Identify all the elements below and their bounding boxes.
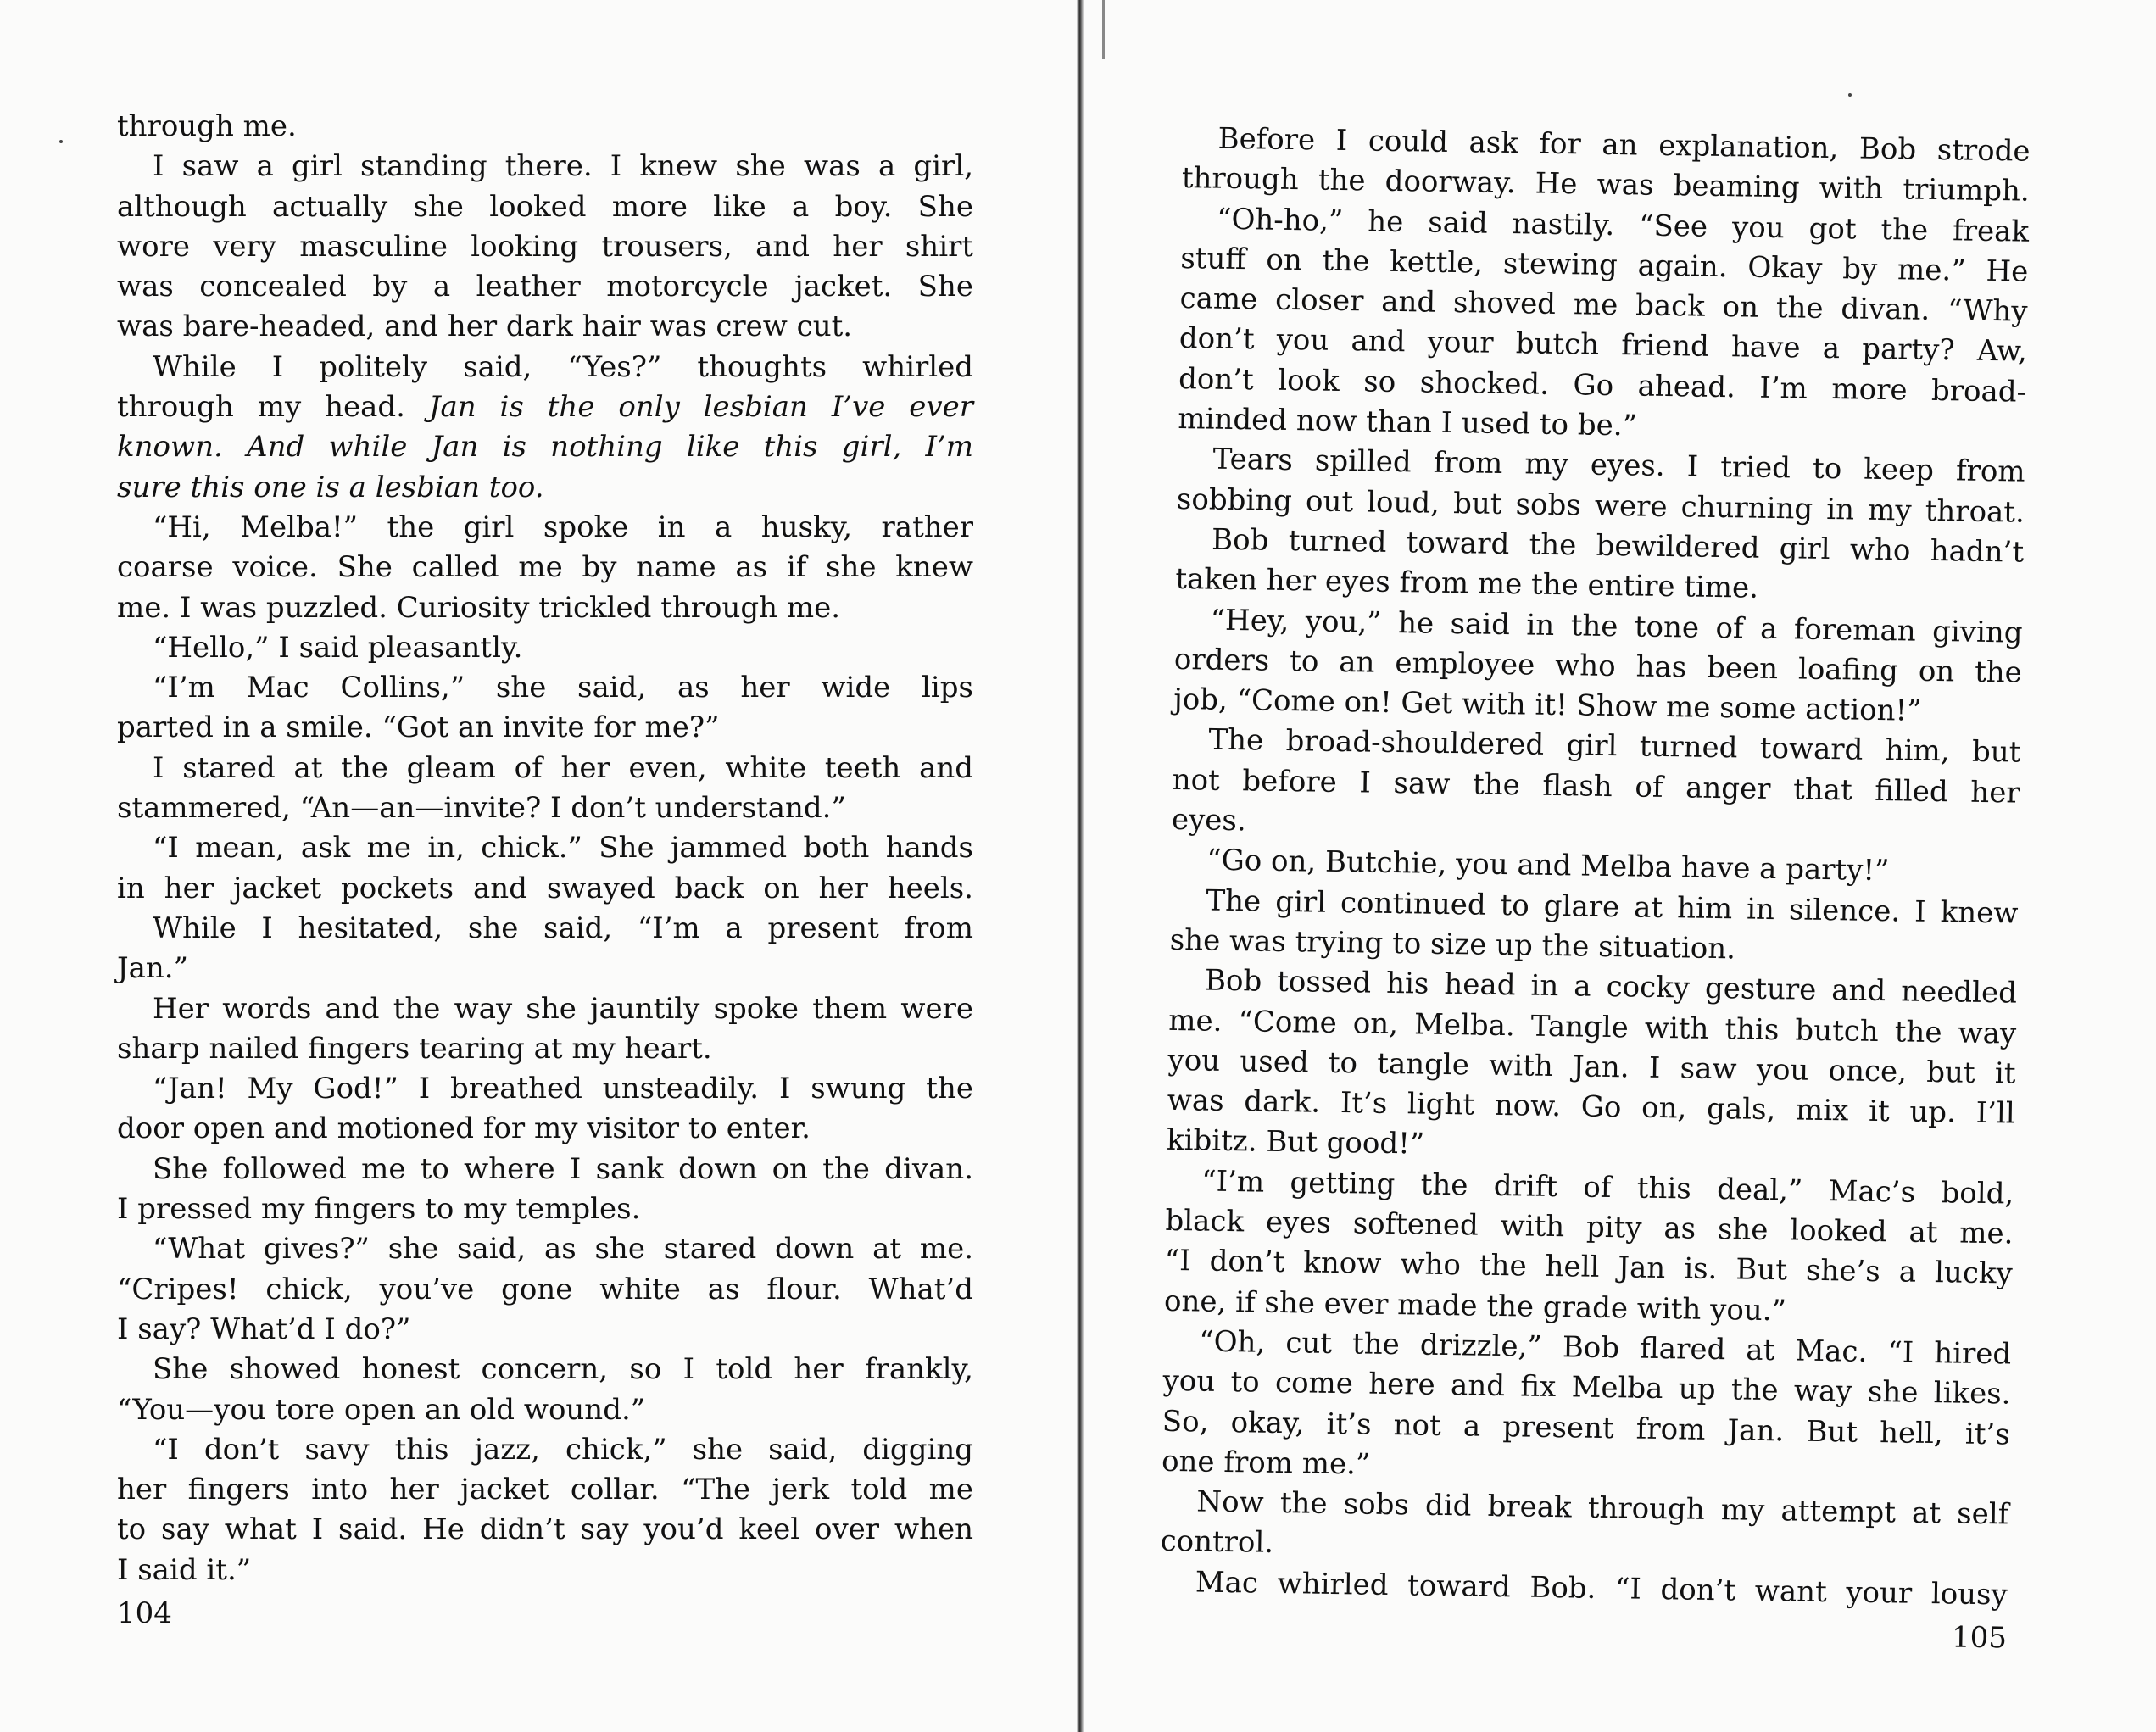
text-line: Tears spilled from my eyes. I tried to keep from	[1212, 442, 2025, 490]
text-line: was concealed by a leather motorcycle jacket. She	[117, 270, 973, 304]
text-line: “I don’t savy this jazz, chick,” she said, digging	[153, 1432, 973, 1467]
text-line: “Hello,” I said pleasantly.	[153, 630, 523, 665]
text-line: She followed me to where I sank down on the divan.	[153, 1151, 973, 1186]
text-line: “Jan! My God!” I breathed unsteadily. I swung the	[153, 1072, 973, 1106]
text-line: you to come here and fix Melba up the way she likes.	[1162, 1364, 2011, 1412]
text-line: “What gives?” she said, as she stared down at me.	[153, 1232, 973, 1267]
text-line: “Oh, cut the drizzle,” Bob flared at Mac. “I hired	[1199, 1324, 2012, 1372]
text-line: don’t look so shocked. Go ahead. I’m more broad-	[1178, 361, 2027, 409]
text-line: “Hey, you,” he said in the tone of a foreman giving	[1210, 603, 2023, 650]
text-line: She showed honest concern, so I told her frankly,	[153, 1352, 973, 1387]
scan-speck	[1848, 93, 1852, 97]
text-line: I pressed my fingers to my temples.	[117, 1192, 641, 1227]
text-line: in her jacket pockets and swayed back on her heels.	[117, 871, 973, 905]
text-line: stuff on the kettle, stewing again. Okay by me.” He	[1180, 241, 2029, 289]
right-page-body	[1160, 119, 2031, 1615]
text-line: “You—you tore open an old wound.”	[117, 1392, 646, 1427]
text-line: stammered, “An—an—invite? I don’t understand.”	[117, 791, 846, 826]
text-line: Her words and the way she jauntily spoke them were	[153, 991, 973, 1026]
text-line: was dark. It’s light now. Go on, gals, mix it up. I’ll	[1167, 1083, 2015, 1131]
text-line: “Oh-ho,” he said nastily. “See you got the freak	[1216, 202, 2030, 249]
text-line: sobbing out loud, but sobs were churning in my throat.	[1176, 482, 2025, 530]
right-page	[1159, 119, 2031, 1658]
text-line: Jan.”	[117, 951, 188, 986]
text-line: me. I was puzzled. Curiosity trickled through me.	[117, 590, 841, 625]
text-line: “I’m Mac Collins,” she said, as her wide lips	[153, 671, 973, 705]
page-number: 105	[1951, 1620, 2008, 1656]
text-line: I say? What’d I do?”	[117, 1312, 411, 1346]
text-line: orders to an employee who has been loafing on the	[1173, 642, 2023, 690]
text-line: While I hesitated, she said, “I’m a present from	[153, 911, 973, 945]
text-line: you used to tangle with Jan. I saw you once, but it	[1167, 1043, 2016, 1091]
text-line: one, if she ever made the grade with you.”	[1163, 1284, 1787, 1328]
text-line: control.	[1160, 1524, 1274, 1561]
page-number: 104	[117, 1596, 172, 1630]
text-line: known. And while Jan is nothing like this girl, I’m	[117, 430, 973, 465]
text-line: door open and motioned for my visitor to enter.	[117, 1111, 811, 1146]
book-gutter	[1077, 0, 1084, 1732]
text-line: not before I saw the flash of anger that filled her	[1172, 762, 2020, 810]
text-line: Before I could ask for an explanation, Bob strode	[1217, 121, 2031, 169]
text-line: I saw a girl standing there. I knew she was a girl,	[153, 149, 973, 184]
text-line: “I’m getting the drift of this deal,” Mac’s bold,	[1201, 1164, 2014, 1211]
text-line: So, okay, it’s not a present from Jan. But hell, it’s	[1162, 1404, 2011, 1452]
text-line: taken her eyes from me the entire time.	[1175, 562, 1759, 605]
text-line: parted in a smile. “Got an invite for me?”	[117, 710, 720, 745]
scan-speck	[59, 140, 63, 143]
text-line: “I don’t know who the hell Jan is. But she’s a lucky	[1164, 1244, 2014, 1291]
gutter-mark	[1102, 0, 1105, 59]
text-line: don’t you and your butch friend have a party? Aw,	[1178, 321, 2028, 370]
text-line: wore very masculine looking trousers, and her shirt	[117, 229, 973, 264]
text-line: minded now than I used to be.”	[1178, 402, 1638, 443]
text-line: she was trying to size up the situation.	[1169, 922, 1736, 966]
text-line: sure this one is a lesbian too.	[117, 470, 544, 504]
text-line: was bare-headed, and her dark hair was crew cut.	[117, 309, 853, 344]
text-line: “Hi, Melba!” the girl spoke in a husky, rather	[153, 510, 973, 544]
text-line: her fingers into her jacket collar. “The jerk told me	[117, 1473, 973, 1507]
text-line: black eyes softened with pity as she looked at me.	[1165, 1203, 2014, 1251]
text-line: I stared at the gleam of her even, white teeth and	[153, 750, 973, 785]
text-line: one from me.”	[1161, 1444, 1371, 1482]
text-line: coarse voice. She called me by name as if she knew	[117, 550, 973, 585]
left-page-body	[117, 107, 973, 1590]
text-line: to say what I said. He didn’t say you’d keel over when	[117, 1512, 973, 1547]
text-line: through the doorway. He was beaming with triumph.	[1181, 161, 2031, 209]
text-line: Now the sobs did break through my attempt at self	[1196, 1484, 2009, 1532]
text-line: While I politely said, “Yes?” thoughts whirled	[153, 349, 973, 384]
text-line: me. “Come on, Melba. Tangle with this butch the way	[1167, 1003, 2017, 1051]
text-line: came closer and shoved me back on the divan. “Why	[1179, 281, 2028, 329]
text-line: Mac whirled toward Bob. “I don’t want your lousy	[1195, 1565, 2008, 1612]
text-line: “Go on, Butchie, you and Melba have a party!”	[1206, 843, 1890, 888]
text-line: I said it.”	[117, 1552, 252, 1587]
text-line: “Cripes! chick, you’ve gone white as flour. What’d	[117, 1272, 973, 1306]
text-line: eyes.	[1171, 802, 1247, 838]
text-line: although actually she looked more like a boy. She	[117, 189, 973, 224]
text-line: Bob turned toward the bewildered girl who hadn’t	[1211, 522, 2025, 570]
text-line: The girl continued to glare at him in silence. I knew	[1206, 883, 2019, 931]
text-line: sharp nailed fingers tearing at my heart.	[117, 1031, 712, 1066]
left-page	[117, 107, 973, 1634]
text-line: through me.	[117, 109, 297, 143]
text-line: through my head. Jan is the only lesbian I’ve ever	[117, 390, 973, 425]
text-line: “I mean, ask me in, chick.” She jammed both hands	[153, 831, 973, 866]
text-line: Bob tossed his head in a cocky gesture and needled	[1204, 963, 2018, 1011]
text-line: kibitz. But good!”	[1166, 1123, 1425, 1162]
text-line: job, “Come on! Get with it! Show me some action!”	[1173, 682, 1922, 728]
text-line: The broad-shouldered girl turned toward him, but	[1208, 723, 2021, 771]
